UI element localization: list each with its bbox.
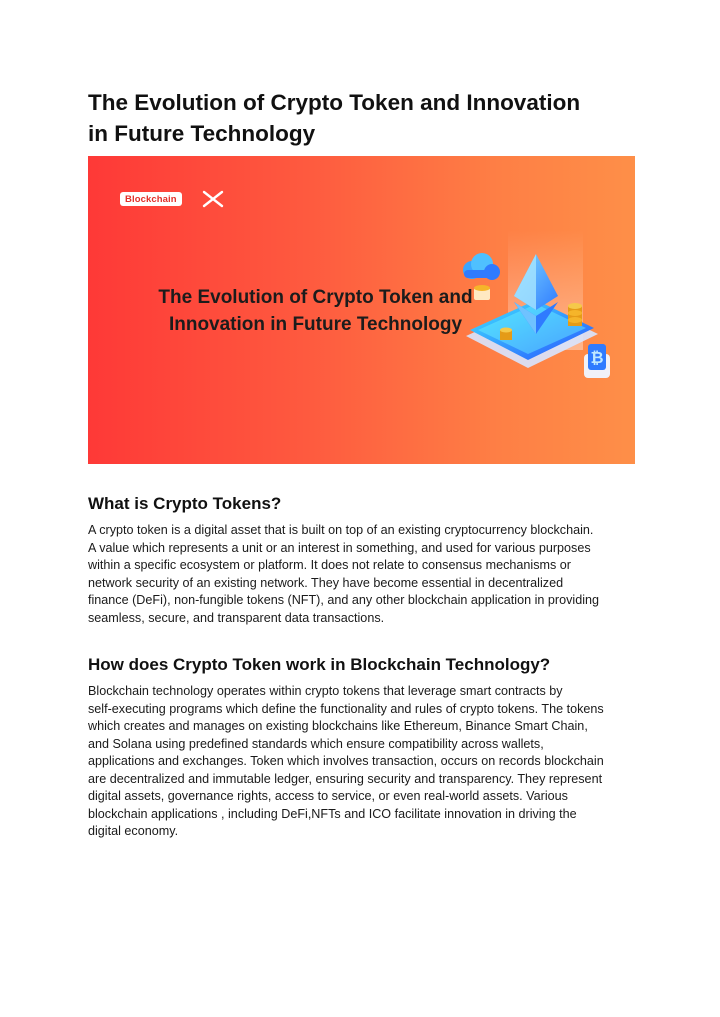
page-title xyxy=(88,87,636,149)
section-heading-how-crypto-token-works: How does Crypto Token work in Blockchain Technology? xyxy=(88,655,551,674)
paragraph-line: finance (DeFi), non-fungible tokens (NFT), and any other blockchain application in providing xyxy=(88,593,600,607)
paragraph-line: self-executing programs which define the functionality and rules of crypto tokens. The tokens xyxy=(88,701,604,716)
brand-x-mark-icon xyxy=(202,188,224,210)
paragraph-line: A crypto token is a digital asset that is built on top of an existing cryptocurrency blockchain. xyxy=(88,523,594,537)
section-heading-what-is-crypto-tokens: What is Crypto Tokens? xyxy=(88,494,282,513)
paragraph-line: and Solana using predefined standards which ensure compatibility across wallets, xyxy=(88,736,544,751)
page-title-line-2: in Future Technology xyxy=(88,121,316,146)
paragraph-line: applications and exchanges. Token which involves transaction, occurs on records blockchain xyxy=(88,754,604,768)
crypto-illustration xyxy=(448,226,618,396)
paragraph-line: within a specific ecosystem or platform. It does not relate to consensus mechanisms or xyxy=(88,558,571,572)
paragraph-line: A value which represents a unit or an interest in something, and used for various purposes xyxy=(88,540,591,555)
paragraph-line: digital assets, governance rights, access to service, or even real-world assets. Various xyxy=(88,789,568,803)
paragraph-line: digital economy. xyxy=(88,824,179,838)
page-title-line-1: The Evolution of Crypto Token and Innovation xyxy=(88,90,581,115)
paragraph-line: are decentralized and immutable ledger, ensuring security and transparency. They represent xyxy=(88,771,603,786)
hero-title-line-1: The Evolution of Crypto Token and xyxy=(158,287,473,308)
paragraph-line: Blockchain technology operates within crypto tokens that leverage smart contracts by xyxy=(88,684,563,698)
hero-banner xyxy=(88,156,635,464)
hero-title-line-2: Innovation in Future Technology xyxy=(168,314,463,335)
paragraph-line: seamless, secure, and transparent data transactions. xyxy=(88,610,385,625)
paragraph-line: which creates and manages on existing blockchains like Ethereum, Binance Smart Chain, xyxy=(88,719,588,733)
brand-logo xyxy=(120,192,182,206)
cloud-icon xyxy=(463,253,500,280)
bitcoin-icon xyxy=(584,344,610,378)
section-paragraph-how-crypto-token-works xyxy=(88,683,636,841)
paragraph-line: network security of an existing network. They have become essential in decentralized xyxy=(88,575,564,590)
svg-text:₿: ₿ xyxy=(590,348,604,367)
section-paragraph-what-is-crypto-tokens xyxy=(88,522,636,627)
brand-logo-text: Blockchain xyxy=(125,193,177,205)
paragraph-line: blockchain applications , including DeFi,NFTs and ICO facilitate innovation in driving the xyxy=(88,806,577,821)
